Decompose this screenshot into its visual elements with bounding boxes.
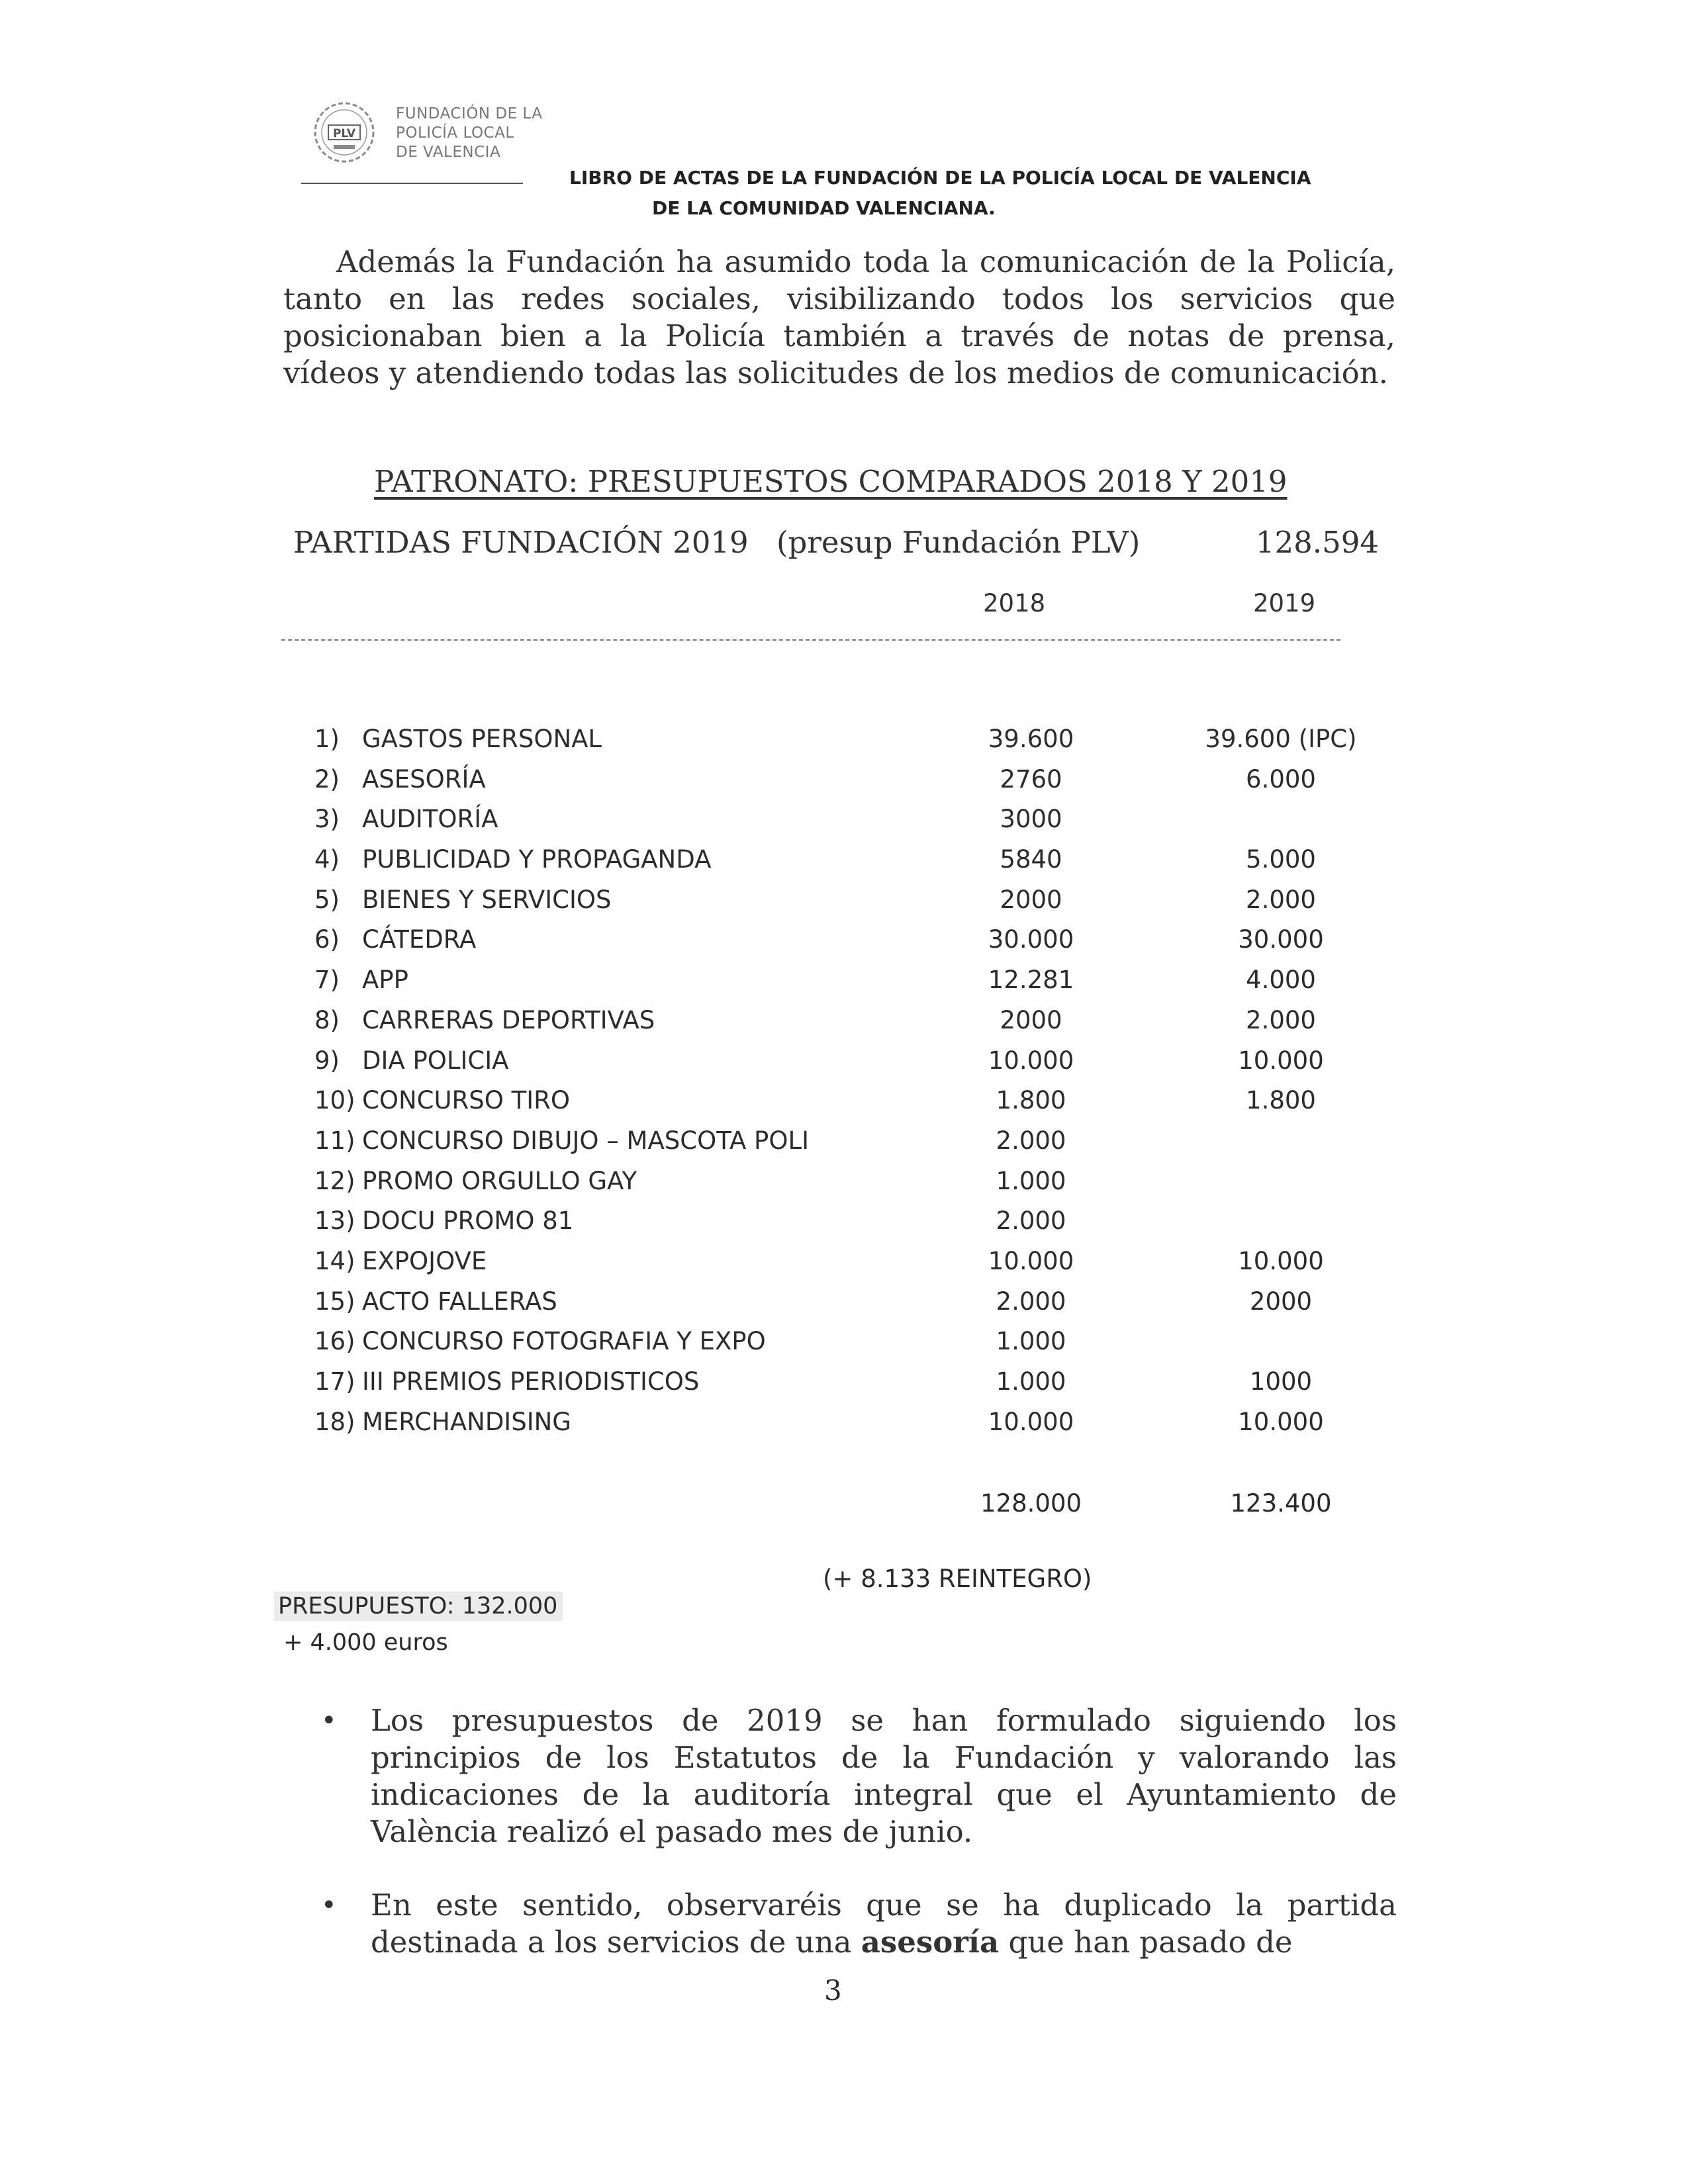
budget-value-2019: 10.000 <box>1238 1246 1324 1275</box>
budget-item-number: 5) <box>314 885 340 914</box>
dashed-divider <box>281 639 1340 641</box>
budget-value-2018: 1.000 <box>996 1327 1066 1356</box>
logo-line-3: DE VALENCIA <box>396 144 501 161</box>
budget-item-name: PUBLICIDAD Y PROPAGANDA <box>362 845 712 874</box>
budget-value-2018: 2760 <box>1000 764 1062 794</box>
budget-value-2019: 2.000 <box>1246 885 1316 914</box>
header-title-line-2: DE LA COMUNIDAD VALENCIANA. <box>652 197 996 219</box>
budget-item-number: 13) <box>314 1206 355 1236</box>
budget-value-2019: 30.000 <box>1238 925 1324 954</box>
total-2018: 128.000 <box>980 1489 1082 1518</box>
page-number: 3 <box>824 1974 842 2007</box>
bullet-dot-icon: • <box>321 1706 337 1736</box>
budget-item-name: CARRERAS DEPORTIVAS <box>362 1005 655 1034</box>
budget-value-2019: 5.000 <box>1246 845 1316 874</box>
logo-wordmark <box>396 105 543 162</box>
logo-line-1: FUNDACIÓN DE LA <box>396 105 543 122</box>
budget-value-2018: 2000 <box>1000 885 1062 914</box>
budget-row <box>314 1287 1374 1328</box>
bullet-text-2 <box>371 1887 1397 1961</box>
budget-value-2018: 1.000 <box>996 1367 1066 1396</box>
budget-value-2018: 3000 <box>1000 805 1062 834</box>
budget-item-number: 18) <box>314 1407 355 1436</box>
bullet-text-1: Los presupuestos de 2019 se han formulado siguiendo los principios de los Estatutos de la Fundación y valorando las indicaciones de la auditoría integral que el Ayuntamiento de València realizó el pasado mes de junio. <box>371 1703 1397 1849</box>
partidas-label: PARTIDAS FUNDACIÓN 2019 <box>293 525 749 560</box>
budget-value-2018: 10.000 <box>988 1246 1074 1275</box>
budget-item-name: APP <box>362 966 408 995</box>
budget-value-2018: 2.000 <box>996 1206 1066 1236</box>
bullet-2-bold-term: asesoría <box>861 1925 1000 1960</box>
budget-value-2018: 12.281 <box>988 966 1074 995</box>
budget-value-2019: 39.600 (IPC) <box>1205 725 1357 753</box>
logo-line-2: POLICÍA LOCAL <box>396 124 514 142</box>
budget-item-number: 12) <box>314 1166 355 1195</box>
budget-row <box>314 925 1374 966</box>
budget-item-name: EXPOJOVE <box>362 1246 487 1275</box>
budget-value-2018: 1.000 <box>996 1166 1066 1195</box>
budget-value-2018: 39.600 <box>988 725 1074 753</box>
bullet-dot-icon: • <box>321 1890 337 1921</box>
budget-item-name: PROMO ORGULLO GAY <box>362 1166 637 1195</box>
header-divider <box>301 183 523 184</box>
budget-row <box>314 966 1374 1006</box>
reintegro-note: (+ 8.133 REINTEGRO) <box>823 1565 1092 1593</box>
budget-item-name: III PREMIOS PERIODISTICOS <box>362 1367 700 1396</box>
budget-row <box>314 1247 1374 1287</box>
budget-value-2019: 10.000 <box>1238 1046 1324 1075</box>
bullet-2-text-end: que han pasado de <box>999 1925 1293 1960</box>
budget-row <box>314 886 1374 926</box>
budget-value-2019: 2.000 <box>1246 1005 1316 1034</box>
budget-item-number: 8) <box>314 1005 340 1034</box>
section-title: PATRONATO: PRESUPUESTOS COMPARADOS 2018 Y 2019 <box>374 464 1288 499</box>
intro-paragraph: Además la Fundación ha asumido toda la comunicación de la Policía, tanto en las redes sociales, visibilizando todos los servicios que posicionaban bien a la Policía también a través de notas de prensa, vídeos y atendiendo todas las solicitudes de los medios de comunicación. <box>283 244 1395 390</box>
budget-row <box>314 805 1374 845</box>
column-header-2018: 2018 <box>983 589 1046 617</box>
bullet-2-text-start: En este sentido, observaréis que se ha duplicado la partida destinada a los servicios de una <box>371 1888 1397 1960</box>
budget-item-number: 1) <box>314 725 340 753</box>
budget-value-2019: 1000 <box>1249 1367 1313 1396</box>
budget-row <box>314 1086 1374 1126</box>
budget-item-number: 9) <box>314 1046 340 1075</box>
budget-value-2018: 30.000 <box>988 925 1074 954</box>
budget-value-2019: 2000 <box>1249 1287 1313 1316</box>
budget-row <box>314 765 1374 805</box>
budget-item-number: 10) <box>314 1086 355 1115</box>
budget-item-name: CONCURSO TIRO <box>362 1086 570 1115</box>
budget-item-name: DOCU PROMO 81 <box>362 1206 574 1236</box>
budget-item-number: 6) <box>314 925 340 954</box>
budget-row <box>314 1327 1374 1367</box>
budget-value-2018: 2000 <box>1000 1005 1062 1034</box>
budget-row <box>314 1206 1374 1247</box>
budget-item-number: 7) <box>314 966 340 995</box>
budget-row <box>314 1167 1374 1207</box>
budget-item-name: BIENES Y SERVICIOS <box>362 885 612 914</box>
presupuesto-total: PRESUPUESTO: 132.000 <box>274 1592 563 1621</box>
budget-row <box>314 845 1374 886</box>
svg-text:PLV: PLV <box>332 127 356 140</box>
budget-item-name: AUDITORÍA <box>362 805 498 834</box>
budget-item-number: 3) <box>314 805 340 834</box>
budget-value-2018: 2.000 <box>996 1287 1066 1316</box>
budget-item-number: 15) <box>314 1287 355 1316</box>
column-header-2019: 2019 <box>1253 589 1316 617</box>
budget-item-name: MERCHANDISING <box>362 1407 571 1436</box>
budget-value-2019: 10.000 <box>1238 1407 1324 1436</box>
budget-item-number: 11) <box>314 1126 355 1155</box>
budget-table <box>314 725 1374 1447</box>
foundation-logo-seal <box>311 96 377 169</box>
budget-value-2019: 1.800 <box>1246 1086 1316 1115</box>
budget-row <box>314 1126 1374 1167</box>
budget-value-2018: 1.800 <box>996 1086 1066 1115</box>
budget-row <box>314 1408 1374 1448</box>
budget-value-2019: 6.000 <box>1246 764 1316 794</box>
budget-row <box>314 1006 1374 1046</box>
budget-value-2018: 10.000 <box>988 1407 1074 1436</box>
partidas-amount: 128.594 <box>1255 525 1379 560</box>
budget-item-number: 16) <box>314 1327 355 1356</box>
budget-item-number: 2) <box>314 764 340 794</box>
budget-item-name: DIA POLICIA <box>362 1046 509 1075</box>
extra-euros-note: + 4.000 euros <box>283 1629 448 1656</box>
budget-item-number: 14) <box>314 1246 355 1275</box>
header-title-line-1: LIBRO DE ACTAS DE LA FUNDACIÓN DE LA POLICÍA LOCAL DE VALENCIA <box>569 167 1311 189</box>
budget-item-name: ASESORÍA <box>362 764 486 794</box>
total-2019: 123.400 <box>1230 1489 1332 1518</box>
budget-value-2019: 4.000 <box>1246 966 1316 995</box>
budget-item-number: 17) <box>314 1367 355 1396</box>
budget-item-number: 4) <box>314 845 340 874</box>
budget-value-2018: 10.000 <box>988 1046 1074 1075</box>
budget-item-name: ACTO FALLERAS <box>362 1287 557 1316</box>
document-header-title <box>569 163 1390 224</box>
budget-item-name: CÁTEDRA <box>362 925 477 954</box>
budget-row <box>314 1367 1374 1408</box>
budget-row <box>314 725 1374 765</box>
budget-item-name: CONCURSO FOTOGRAFIA Y EXPO <box>362 1327 766 1356</box>
partidas-note: (presup Fundación PLV) <box>776 525 1141 560</box>
budget-item-name: GASTOS PERSONAL <box>362 725 602 753</box>
budget-value-2018: 2.000 <box>996 1126 1066 1155</box>
budget-item-name: CONCURSO DIBUJO – MASCOTA POLI <box>362 1126 809 1155</box>
budget-row <box>314 1046 1374 1087</box>
budget-value-2018: 5840 <box>1000 845 1062 874</box>
